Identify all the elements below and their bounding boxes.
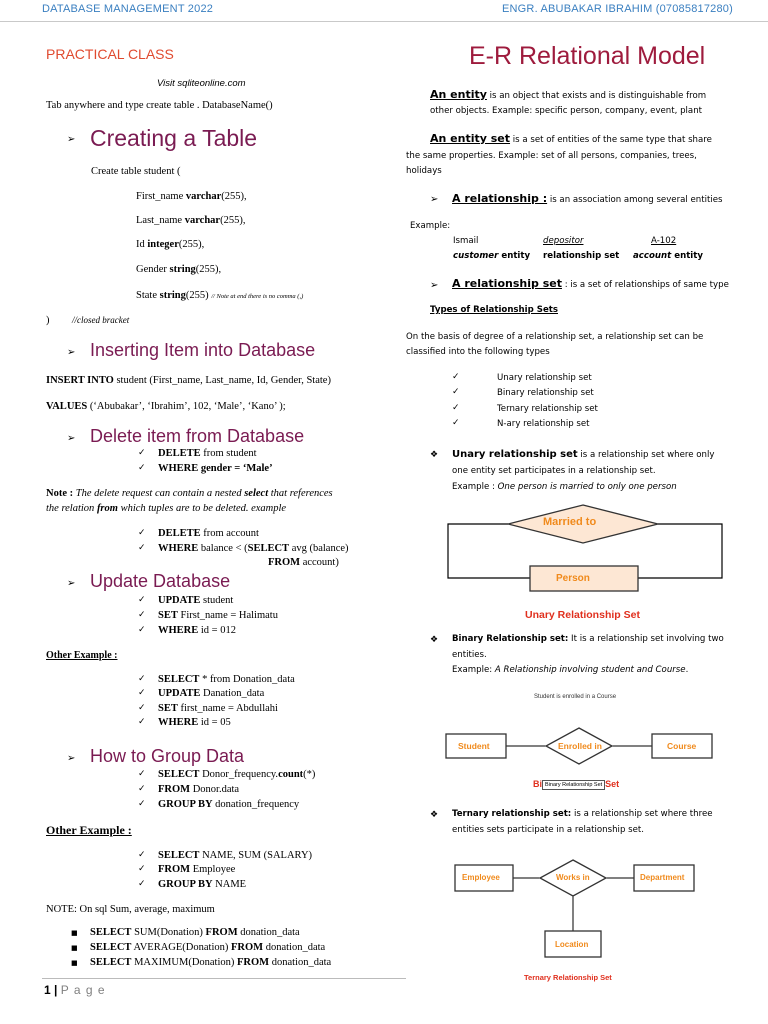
creating-table-heading: Creating a Table: [90, 125, 258, 151]
course-label: Course: [667, 741, 697, 751]
works-in-label: Works in: [556, 873, 590, 882]
square-bullet-icon: ■: [71, 929, 78, 937]
check-icon: ✓: [138, 784, 146, 794]
arrow-bullet-icon: ➢: [430, 194, 439, 205]
ternary-def-line-2: entities sets participate in a relationship set.: [452, 825, 644, 835]
ex-account-entity: account entity: [633, 251, 703, 261]
ex-a102: A-102: [651, 236, 677, 246]
arrow-bullet-icon: ➢: [67, 578, 76, 589]
sql-line: DELETE from account: [158, 528, 259, 539]
relationship-line: A relationship : is an association among several entities: [452, 192, 723, 205]
unary-def-line-2: one entity set participates in a relationship set.: [452, 466, 656, 476]
sql-line: SELECT Donor_frequency.count(*): [158, 769, 316, 780]
tab-instruction: Tab anywhere and type create table . DatabaseName(): [46, 100, 273, 111]
values-line: VALUES (‘Abubakar’, ‘Ibrahim’, 102, ‘Male’, ‘Kano’ );: [46, 401, 286, 412]
unary-def-line-1: Unary relationship set is a relationship set where only: [452, 449, 715, 460]
sql-line: SELECT NAME, SUM (SALARY): [158, 850, 313, 861]
enrolled-in-label: Enrolled in: [558, 741, 602, 751]
location-label: Location: [555, 940, 589, 949]
basis-line-2: classified into the following types: [406, 347, 550, 357]
close-comment: //closed bracket: [72, 315, 130, 325]
married-to-label: Married to: [543, 516, 597, 528]
insert-line: INSERT INTO student (First_name, Last_name, Id, Gender, State): [46, 375, 331, 386]
sql-line: SET First_name = Halimatu: [158, 610, 278, 621]
check-icon: ✓: [138, 448, 146, 458]
check-icon: ✓: [138, 528, 146, 538]
footer-rule: [42, 978, 406, 979]
binary-def-line-1: Binary Relationship set: It is a relationship set involving two: [452, 634, 724, 644]
check-icon: ✓: [138, 769, 146, 779]
entity-def-line-1: An entity is an object that exists and is distinguishable from: [430, 88, 707, 101]
check-icon: ✓: [138, 864, 146, 874]
type-item: N-ary relationship set: [497, 419, 590, 429]
unary-example: Example : One person is married to only one person: [452, 482, 677, 492]
practical-class-heading: PRACTICAL CLASS: [46, 46, 174, 62]
square-bullet-icon: ■: [71, 944, 78, 952]
arrow-bullet-icon: ➢: [67, 753, 76, 764]
sql-line: GROUP BY donation_frequency: [158, 799, 300, 810]
binary-def-line-2: entities.: [452, 650, 487, 660]
binary-example: Example: A Relationship involving student and Course.: [452, 665, 689, 675]
note-line-1: Note : The delete request can contain a nested select that references: [46, 488, 333, 499]
er-model-title: E-R Relational Model: [469, 42, 706, 70]
check-icon: ✓: [452, 418, 460, 428]
check-icon: ✓: [138, 595, 146, 605]
student-label: Student: [458, 741, 490, 751]
column-line: Gender string(255),: [136, 264, 222, 275]
type-item: Unary relationship set: [497, 373, 592, 383]
check-icon: ✓: [452, 372, 460, 382]
check-icon: ✓: [138, 543, 146, 553]
sql-line: FROM account): [268, 557, 339, 568]
employee-label: Employee: [462, 873, 500, 882]
note-line-2: the relation from which tuples are to be deleted. example: [46, 503, 287, 514]
check-icon: ✓: [138, 463, 146, 473]
check-icon: ✓: [452, 403, 460, 413]
sql-line: SELECT AVERAGE(Donation) FROM donation_data: [90, 942, 326, 953]
group-heading: How to Group Data: [90, 746, 245, 766]
arrow-bullet-icon: ➢: [67, 433, 76, 444]
square-bullet-icon: ■: [71, 959, 78, 967]
delete-heading: Delete item from Database: [90, 426, 305, 446]
sql-line: SELECT MAXIMUM(Donation) FROM donation_data: [90, 957, 332, 968]
sql-line: UPDATE student: [158, 595, 234, 606]
column-line: Id integer(255),: [136, 239, 205, 250]
sql-note: NOTE: On sql Sum, average, maximum: [46, 904, 215, 915]
check-icon: ✓: [138, 674, 146, 684]
sql-line: WHERE balance < (SELECT avg (balance): [158, 543, 349, 554]
close-paren: ): [46, 315, 50, 326]
sql-line: SELECT SUM(Donation) FROM donation_data: [90, 927, 300, 938]
entity-def-line-2: other objects. Example: specific person, company, event, plant: [430, 106, 703, 116]
entity-set-line-3: holidays: [406, 166, 442, 176]
example-label: Example:: [410, 221, 451, 231]
enrolled-caption: Student is enrolled in a Course: [534, 694, 617, 700]
ex-customer-entity: customer entity: [453, 251, 531, 261]
sql-line: WHERE id = 05: [158, 717, 231, 728]
sql-line: WHERE gender = ‘Male’: [158, 463, 273, 474]
ex-depositor: depositor: [543, 236, 584, 246]
check-icon: ✓: [138, 703, 146, 713]
sql-line: FROM Employee: [158, 864, 236, 875]
entity-set-line-2: the same properties. Example: set of all persons, companies, trees,: [406, 151, 697, 161]
other-example-heading: Other Example :: [46, 823, 132, 837]
header-left: DATABASE MANAGEMENT 2022: [42, 3, 214, 15]
check-icon: ✓: [138, 717, 146, 727]
ternary-def-line-1: Ternary relationship set: is a relationship set where three: [452, 809, 713, 819]
header-right: ENGR. ABUBAKAR IBRAHIM (07085817280): [502, 3, 733, 15]
relationship-set-line: A relationship set : is a set of relationships of same type: [452, 277, 729, 290]
type-item: Binary relationship set: [497, 388, 594, 398]
diamond-bullet-icon: ❖: [430, 450, 439, 460]
sql-line: SET first_name = Abdullahi: [158, 703, 278, 714]
ex-ismail: Ismail: [453, 236, 479, 246]
diamond-bullet-icon: ❖: [430, 810, 439, 820]
arrow-bullet-icon: ➢: [430, 280, 439, 291]
visit-link-text: Visit sqliteonline.com: [157, 78, 246, 89]
unary-diagram: [440, 500, 730, 600]
sql-line: GROUP BY NAME: [158, 879, 247, 890]
sql-line: WHERE id = 012: [158, 625, 236, 636]
check-icon: ✓: [138, 850, 146, 860]
types-title: Types of Relationship Sets: [430, 305, 558, 315]
arrow-bullet-icon: ➢: [67, 134, 76, 145]
update-heading: Update Database: [90, 571, 231, 591]
person-label: Person: [556, 573, 590, 584]
ternary-caption: Ternary Relationship Set: [524, 973, 612, 982]
binary-caption: Bi Binary Relationship Set Set: [533, 779, 620, 789]
type-item: Ternary relationship set: [497, 404, 598, 414]
column-line: State string(255) // Note at end there is no comma (,): [136, 290, 304, 301]
sql-line: SELECT * from Donation_data: [158, 674, 295, 685]
sql-line: DELETE from student: [158, 448, 257, 459]
create-statement: Create table student (: [91, 166, 181, 177]
arrow-bullet-icon: ➢: [67, 347, 76, 358]
check-icon: ✓: [138, 688, 146, 698]
basis-line-1: On the basis of degree of a relationship set, a relationship set can be: [406, 332, 704, 342]
header-rule: [0, 21, 768, 22]
check-icon: ✓: [138, 625, 146, 635]
diamond-bullet-icon: ❖: [430, 635, 439, 645]
page-footer: 1 | P a g e: [44, 983, 106, 997]
column-line: First_name varchar(255),: [136, 191, 247, 202]
entity-set-line-1: An entity set is a set of entities of the same type that share: [430, 132, 712, 145]
ex-relationship-set: relationship set: [543, 251, 620, 261]
sql-line: FROM Donor.data: [158, 784, 240, 795]
department-label: Department: [640, 873, 685, 882]
unary-caption: Unary Relationship Set: [525, 609, 640, 621]
insert-heading: Inserting Item into Database: [90, 340, 316, 360]
column-line: Last_name varchar(255),: [136, 215, 246, 226]
sql-line: UPDATE Danation_data: [158, 688, 265, 699]
check-icon: ✓: [138, 799, 146, 809]
check-icon: ✓: [452, 387, 460, 397]
check-icon: ✓: [138, 610, 146, 620]
check-icon: ✓: [138, 879, 146, 889]
other-example-heading: Other Example :: [46, 650, 118, 661]
